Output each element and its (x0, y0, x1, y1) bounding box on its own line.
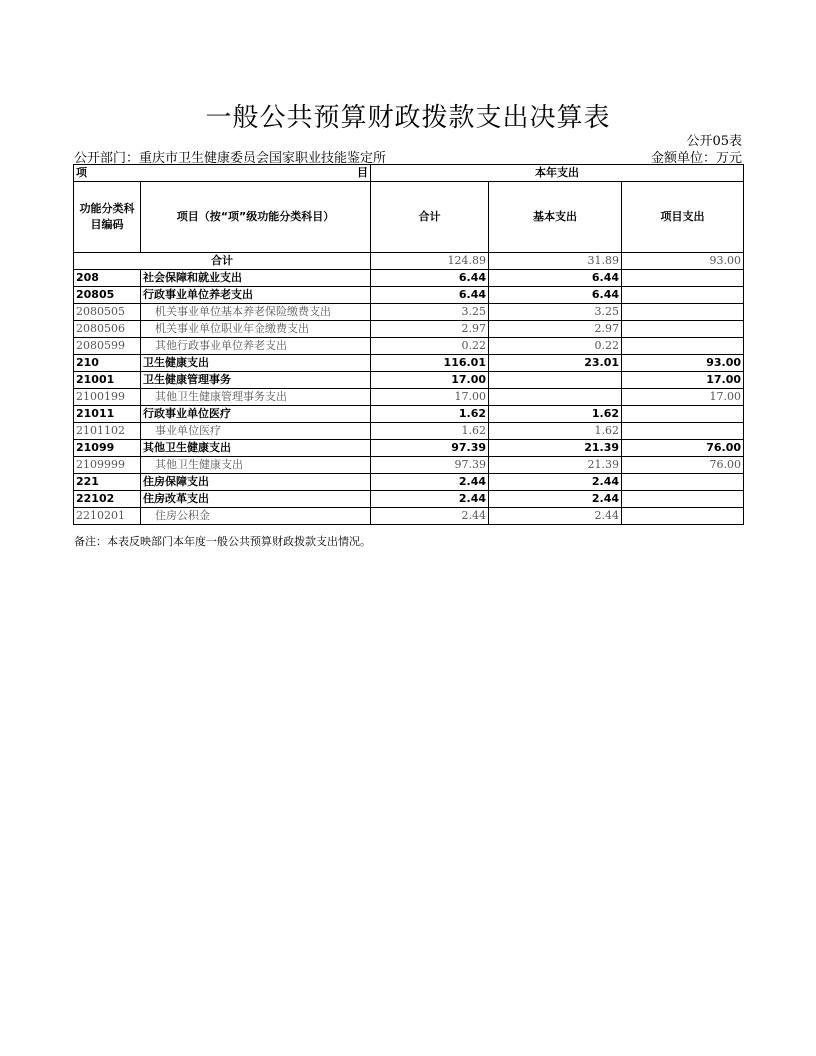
header-item-right: 目 (357, 166, 368, 179)
row-total: 0.22 (371, 338, 489, 355)
row-basic: 2.97 (489, 321, 622, 338)
row-basic: 6.44 (489, 287, 622, 304)
table-row (74, 457, 744, 474)
row-code: 2080505 (74, 304, 141, 321)
row-name: 行政事业单位养老支出 (141, 287, 371, 304)
row-name: 行政事业单位医疗 (141, 406, 371, 423)
header-name: 项目（按“项”级功能分类科目） (141, 182, 371, 253)
table-row (74, 304, 744, 321)
header-row-2 (74, 182, 744, 253)
row-code: 2100199 (74, 389, 141, 406)
row-code: 21001 (74, 372, 141, 389)
table-row (74, 491, 744, 508)
header-row-1 (74, 165, 744, 182)
table-row (74, 474, 744, 491)
table-row (74, 270, 744, 287)
row-project (622, 423, 744, 440)
row-total: 2.44 (371, 474, 489, 491)
header-item-cell (74, 165, 371, 182)
row-total: 3.25 (371, 304, 489, 321)
row-code: 221 (74, 474, 141, 491)
row-project (622, 491, 744, 508)
row-project: 17.00 (622, 372, 744, 389)
row-project (622, 270, 744, 287)
row-total: 2.97 (371, 321, 489, 338)
row-name: 其他卫生健康支出 (141, 440, 371, 457)
row-basic: 23.01 (489, 355, 622, 372)
row-code: 208 (74, 270, 141, 287)
row-code: 210 (74, 355, 141, 372)
row-total: 1.62 (371, 423, 489, 440)
form-number: 公开05表 (686, 134, 742, 149)
total-label: 合计 (74, 253, 371, 270)
row-basic: 1.62 (489, 406, 622, 423)
table-row (74, 287, 744, 304)
row-code: 2109999 (74, 457, 141, 474)
total-basic: 31.89 (489, 253, 622, 270)
table-row (74, 372, 744, 389)
row-basic: 6.44 (489, 270, 622, 287)
row-basic (489, 372, 622, 389)
row-code: 2210201 (74, 508, 141, 525)
budget-table (73, 164, 744, 525)
row-total: 6.44 (371, 270, 489, 287)
table-row (74, 423, 744, 440)
row-project (622, 508, 744, 525)
row-project (622, 338, 744, 355)
row-code: 22102 (74, 491, 141, 508)
row-basic: 2.44 (489, 491, 622, 508)
table-row (74, 355, 744, 372)
row-code: 21099 (74, 440, 141, 457)
header-code: 功能分类科目编码 (74, 182, 141, 253)
header-total: 合计 (371, 182, 489, 253)
row-code: 20805 (74, 287, 141, 304)
row-total: 17.00 (371, 389, 489, 406)
table-row (74, 321, 744, 338)
row-name: 卫生健康支出 (141, 355, 371, 372)
row-name: 社会保障和就业支出 (141, 270, 371, 287)
header-item-left: 项 (76, 166, 87, 179)
footnote: 备注：本表反映部门本年度一般公共预算财政拨款支出情况。 (74, 535, 371, 548)
row-total: 97.39 (371, 457, 489, 474)
row-name: 其他卫生健康管理事务支出 (141, 389, 371, 406)
row-name: 住房改革支出 (141, 491, 371, 508)
row-project: 17.00 (622, 389, 744, 406)
row-basic (489, 389, 622, 406)
department-label: 公开部门：重庆市卫生健康委员会国家职业技能鉴定所 (74, 151, 387, 166)
row-name: 卫生健康管理事务 (141, 372, 371, 389)
row-code: 2101102 (74, 423, 141, 440)
page-title: 一般公共预算财政拨款支出决算表 (205, 103, 611, 133)
row-total: 116.01 (371, 355, 489, 372)
row-name: 住房保障支出 (141, 474, 371, 491)
row-project (622, 474, 744, 491)
row-project: 76.00 (622, 440, 744, 457)
row-basic: 3.25 (489, 304, 622, 321)
row-name: 住房公积金 (141, 508, 371, 525)
row-project (622, 321, 744, 338)
row-total: 1.62 (371, 406, 489, 423)
row-total: 2.44 (371, 508, 489, 525)
table-row (74, 406, 744, 423)
total-project: 93.00 (622, 253, 744, 270)
row-basic: 2.44 (489, 508, 622, 525)
row-name: 其他卫生健康支出 (141, 457, 371, 474)
row-project (622, 287, 744, 304)
row-total: 97.39 (371, 440, 489, 457)
table-row (74, 508, 744, 525)
table-row (74, 389, 744, 406)
header-basic: 基本支出 (489, 182, 622, 253)
row-basic: 1.62 (489, 423, 622, 440)
total-row (74, 253, 744, 270)
row-project (622, 304, 744, 321)
row-code: 2080599 (74, 338, 141, 355)
table-row (74, 440, 744, 457)
row-basic: 0.22 (489, 338, 622, 355)
row-project: 76.00 (622, 457, 744, 474)
row-basic: 2.44 (489, 474, 622, 491)
row-name: 事业单位医疗 (141, 423, 371, 440)
row-project: 93.00 (622, 355, 744, 372)
row-name: 机关事业单位职业年金缴费支出 (141, 321, 371, 338)
header-year-expense: 本年支出 (371, 165, 744, 182)
row-total: 2.44 (371, 491, 489, 508)
row-name: 其他行政事业单位养老支出 (141, 338, 371, 355)
row-total: 6.44 (371, 287, 489, 304)
unit-label: 金额单位：万元 (650, 151, 742, 166)
header-project: 项目支出 (622, 182, 744, 253)
row-code: 2080506 (74, 321, 141, 338)
row-project (622, 406, 744, 423)
table-row (74, 338, 744, 355)
row-code: 21011 (74, 406, 141, 423)
row-name: 机关事业单位基本养老保险缴费支出 (141, 304, 371, 321)
total-total: 124.89 (371, 253, 489, 270)
row-basic: 21.39 (489, 440, 622, 457)
row-basic: 21.39 (489, 457, 622, 474)
row-total: 17.00 (371, 372, 489, 389)
